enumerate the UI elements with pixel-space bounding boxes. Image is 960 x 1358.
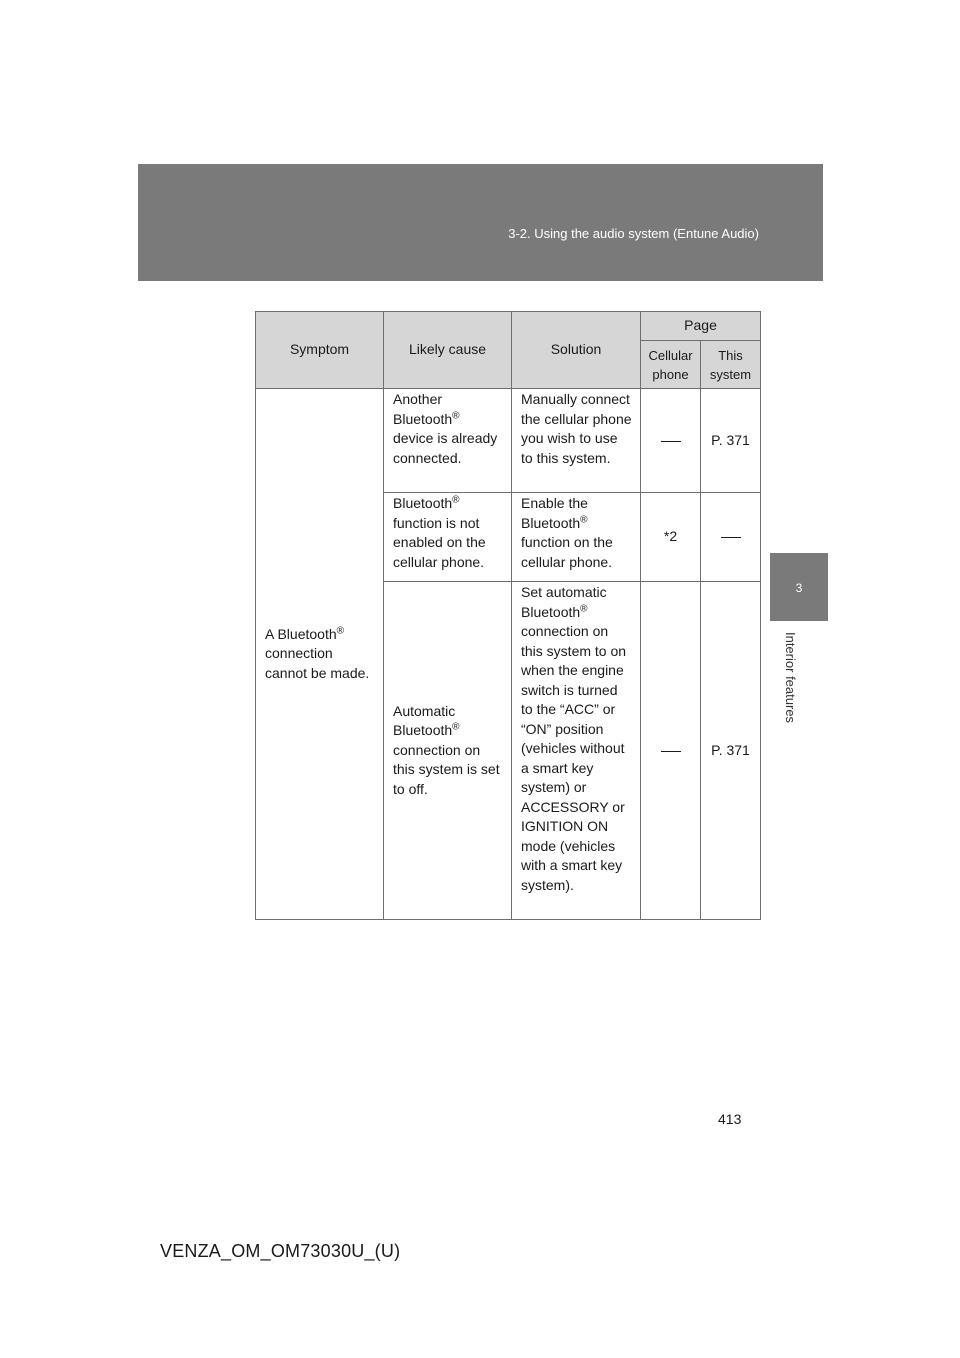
solution-cell [512, 389, 641, 493]
this-system-ref: P. 371 [701, 582, 761, 920]
header-cellular-phone: Cellular phone [641, 341, 701, 389]
solution-text: Manually connect the cellular phone you wish to use to this system. [521, 391, 632, 466]
cause-text-post: device is already connected. [393, 430, 498, 466]
solution-text-pre: Enable the Bluetooth [521, 495, 588, 531]
cause-text-pre: Automatic Bluetooth [393, 702, 456, 739]
chapter-tab [770, 553, 828, 621]
cause-text-pre: Another Bluetooth [393, 391, 453, 427]
header-page: Page [641, 312, 761, 341]
chapter-header-band [138, 164, 823, 281]
troubleshooting-table [255, 311, 761, 920]
cause-text-pre: Bluetooth [393, 495, 453, 511]
header-solution: Solution [512, 312, 641, 389]
cellular-phone-ref [641, 582, 701, 920]
cause-text-post: connection on this system is set to off. [393, 741, 500, 797]
registered-mark: ® [452, 494, 460, 506]
registered-mark: ® [452, 409, 460, 421]
solution-text-pre: Set automatic Bluetooth [521, 584, 607, 620]
symptom-text-pre: A Bluetooth [265, 625, 337, 642]
cellular-phone-ref [641, 389, 701, 493]
chapter-number: 3 [795, 581, 803, 595]
cellular-phone-ref: *2 [641, 493, 701, 582]
cause-text-post: function is not enabled on the cellular phone. [393, 514, 486, 570]
cause-cell [384, 389, 512, 493]
chapter-label: Interior features [783, 632, 798, 724]
dash-icon [661, 751, 681, 752]
table-header-row [256, 312, 761, 341]
cause-cell [384, 493, 512, 582]
symptom-cell [256, 389, 384, 920]
solution-text-post: function on the cellular phone. [521, 534, 613, 570]
cause-cell [384, 582, 512, 920]
this-system-ref [701, 493, 761, 582]
registered-mark: ® [452, 721, 460, 733]
solution-text-post: connection on this system to on when the engine switch is turned to the “ACC” or “ON” position (vehicles without a smart key system) or ACCESSORY or IGNITION ON mode (vehicles with a smart key system). [521, 623, 627, 893]
dash-icon [661, 441, 681, 442]
dash-icon [721, 537, 741, 538]
header-symptom: Symptom [256, 312, 384, 389]
document-code: VENZA_OM_OM73030U_(U) [160, 1241, 401, 1261]
registered-mark: ® [336, 625, 344, 637]
header-this-system: This system [701, 341, 761, 389]
this-system-ref: P. 371 [701, 389, 761, 493]
header-likely-cause: Likely cause [384, 312, 512, 389]
solution-cell [512, 582, 641, 920]
section-title: 3-2. Using the audio system (Entune Audio) [508, 226, 759, 241]
registered-mark: ® [580, 602, 588, 614]
page-number: 413 [718, 1111, 742, 1127]
solution-cell [512, 493, 641, 582]
registered-mark: ® [580, 513, 588, 525]
symptom-text-post: connection cannot be made. [265, 645, 370, 681]
table-row [256, 389, 761, 493]
